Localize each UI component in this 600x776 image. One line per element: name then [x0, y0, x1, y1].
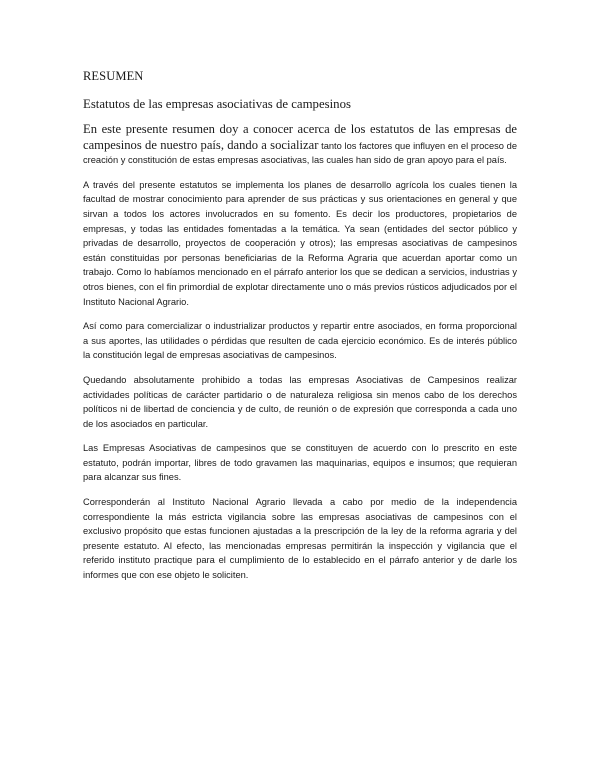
- document-heading: RESUMEN: [83, 69, 144, 83]
- intro-lead-text: En este presente resumen doy a conocer acerca de los estatutos de las empresas de campesinos de nuestro país, dando a socializar: [83, 122, 517, 152]
- paragraph-1: A través del presente estatutos se implementa los planes de desarrollo agrícola los cuales tienen la facultad de mostrar conocimiento para aprender de sus prácticas y sus orientaciones en general y que sirvan a todos los actores involucrados en su fomento. Es decir los productores, propietarios de empresas, y todas las entidades fomentadas a la temática. Ya sean (entidades del sector público y privadas de desarrollo, proyectos de cooperación y otros); las empresas asociativas de campesinos están constituidas por personas beneficiarias de la Reforma Agraria que acuerdan aportar como un trabajo. Como lo habíamos mencionado en el párrafo anterior los que se dedican a servicios, industrias y otros bienes, con el fin primordial de explotar directamente uno o más previos rústicos adjudicados por el Instituto Nacional Agrario.: [83, 179, 517, 307]
- document-subtitle: Estatutos de las empresas asociativas de campesinos: [83, 97, 351, 111]
- paragraph-3: Quedando absolutamente prohibido a todas las empresas Asociativas de Campesinos realizar actividades políticas de carácter partidario o de naturaleza religiosa sin menos cabo de los derechos políticos ni de libertad de conciencia y de culto, de reunión o de expresión que corresponda a cada uno de los asociados en particular.: [83, 374, 517, 429]
- paragraph-5: Corresponderán al Instituto Nacional Agrario llevada a cabo por medio de la independencia correspondiente la más estricta vigilancia sobre las empresas asociativas de campesinos con el exclusivo propósito que estas funcionen ajustadas a la prescripción de la ley de la reforma agraria y del presente estatuto. Al efecto, las mencionadas empresas permitirán la inspección y vigilancia que el referido instituto practique para el cumplimiento de lo establecido en el párrafo anterior y de darle los informes que con ese objeto le soliciten.: [83, 497, 517, 581]
- document-body: [83, 68, 517, 583]
- intro-paragraph: [83, 122, 517, 168]
- paragraph-2: Así como para comercializar o industrializar productos y repartir entre asociados, en forma proporcional a sus aportes, las utilidades o pérdidas que resulten de cada ejercicio económico. Es de interés público la constitución legal de empresas asociativas de campesinos.: [83, 321, 517, 361]
- paragraph-4: Las Empresas Asociativas de campesinos que se constituyen de acuerdo con lo prescrito en este estatuto, podrán importar, libres de todo gravamen las maquinarias, equipos e insumos; que requieran para alcanzar sus fines.: [83, 443, 517, 483]
- intro-rest-text: tanto los factores que influyen en el proceso de creación y constitución de estas empresas asociativas, las cuales han sido de gran apoyo para el país.: [83, 140, 517, 166]
